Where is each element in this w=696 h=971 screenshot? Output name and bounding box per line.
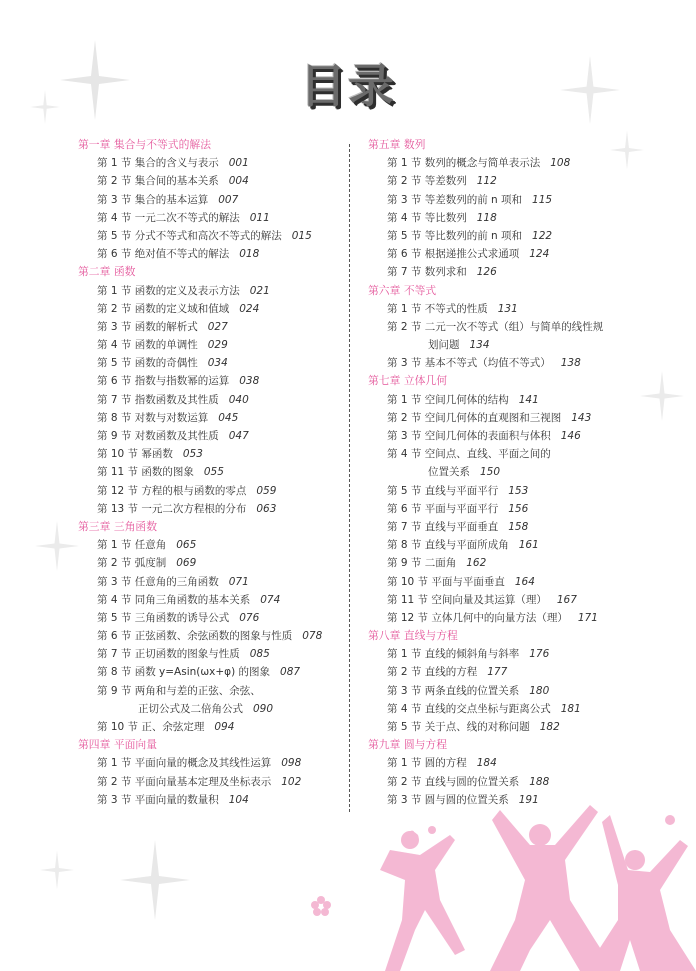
toc-entry (78, 372, 348, 390)
entry-title: 第 1 节 任意角 (97, 539, 167, 552)
page-number: 158 (508, 520, 529, 533)
sparkle-icon (35, 520, 79, 572)
page-number: 071 (228, 575, 249, 588)
page-number: 191 (518, 793, 539, 806)
page-number: 011 (249, 211, 270, 224)
toc-entry (78, 573, 348, 591)
chapter-heading (368, 372, 668, 390)
toc-entry (368, 573, 668, 591)
entry-title: 第 6 节 指数与指数幂的运算 (97, 375, 230, 388)
page-number: 001 (228, 157, 249, 170)
page-number: 015 (291, 229, 312, 242)
toc-entry (368, 645, 668, 663)
toc-entry (78, 754, 348, 772)
sparkle-icon (40, 850, 74, 890)
page-number: 161 (518, 539, 539, 552)
page-number: 085 (249, 648, 270, 661)
page-number: 124 (529, 248, 550, 261)
toc-entry (368, 663, 668, 681)
chapter-heading (78, 263, 348, 281)
entry-title: 第 5 节 关于点、线的对称问题 (387, 721, 530, 733)
page-number: 059 (256, 484, 277, 497)
entry-title: 第 2 节 函数的定义域和值域 (97, 302, 230, 315)
toc-entry (368, 172, 668, 190)
page-number: 098 (281, 757, 302, 770)
entry-title: 第 1 节 平面向量的概念及其线性运算 (97, 757, 272, 770)
entry-title: 第 7 节 指数函数及其性质 (97, 393, 219, 406)
entry-title: 第 1 节 不等式的性质 (387, 302, 488, 315)
entry-title: 第 2 节 弧度制 (97, 557, 167, 570)
page-number: 180 (529, 684, 550, 697)
toc-entry (368, 391, 668, 409)
entry-title: 第 8 节 函数 y=Asin(ωx+φ) 的图象 (97, 666, 271, 679)
page-number: 131 (497, 302, 518, 315)
toc-entry (368, 754, 668, 772)
entry-title: 第 12 节 方程的根与函数的零点 (97, 484, 247, 497)
page-number: 164 (514, 575, 535, 588)
entry-title: 第 1 节 集合的含义与表示 (97, 157, 219, 170)
toc-entry (368, 554, 668, 572)
flower-icon (310, 895, 332, 917)
entry-title: 第 4 节 一元二次不等式的解法 (97, 211, 240, 224)
flower-icon (405, 830, 419, 844)
toc-entry (78, 554, 348, 572)
toc-entry (368, 336, 668, 354)
entry-title: 第九章 圆与方程 (368, 738, 448, 752)
page-number: 188 (529, 775, 550, 788)
toc-entry (368, 427, 668, 445)
toc-entry (78, 336, 348, 354)
entry-title: 第三章 三角函数 (78, 519, 158, 533)
entry-title: 第 4 节 直线的交点坐标与距离公式 (387, 702, 551, 715)
entry-title: 第 5 节 直线与平面平行 (387, 484, 499, 497)
page-number: 078 (302, 630, 323, 643)
entry-title: 划问题 (428, 339, 460, 352)
page-number: 040 (228, 393, 249, 406)
toc-entry (368, 318, 668, 336)
entry-title: 第 3 节 两条直线的位置关系 (387, 684, 520, 697)
toc-entry (78, 627, 348, 645)
entry-title: 第 6 节 根据递推公式求通项 (387, 248, 520, 261)
entry-title: 第 2 节 平面向量基本定理及坐标表示 (97, 775, 272, 788)
jumping-people-illustration (380, 800, 696, 971)
page-number: 087 (280, 666, 301, 679)
toc-entry (368, 463, 668, 481)
chapter-heading (368, 136, 668, 154)
entry-title: 第 2 节 直线与圆的位置关系 (387, 775, 520, 788)
toc-entry (368, 191, 668, 209)
page-number: 038 (239, 375, 260, 388)
toc-entry (78, 354, 348, 372)
toc-entry (78, 682, 348, 700)
toc-entry (368, 482, 668, 500)
toc-left-column (78, 136, 348, 809)
entry-title: 第 6 节 平面与平面平行 (387, 502, 499, 515)
toc-entry (368, 227, 668, 245)
entry-title: 第 11 节 函数的图象 (97, 466, 194, 479)
chapter-heading (368, 627, 668, 645)
page-number: 162 (466, 557, 487, 570)
page-number: 069 (176, 557, 197, 570)
page-number: 024 (239, 302, 260, 315)
toc-entry (78, 536, 348, 554)
page-number: 184 (476, 757, 497, 770)
chapter-heading (368, 736, 668, 754)
toc-entry (78, 500, 348, 518)
page-number: 104 (228, 793, 249, 806)
page-number: 004 (228, 175, 249, 188)
page-number: 047 (228, 430, 249, 442)
entry-title: 第 13 节 一元二次方程根的分布 (97, 502, 247, 515)
entry-title: 第 3 节 函数的解析式 (97, 320, 198, 333)
page-number: 126 (476, 266, 497, 279)
toc-entry (368, 209, 668, 227)
entry-title: 第 5 节 等比数列的前 n 项和 (387, 229, 523, 242)
entry-title: 第 3 节 平面向量的数量积 (97, 793, 219, 806)
entry-title: 第 1 节 数列的概念与简单表示法 (387, 157, 541, 170)
toc-entry (78, 645, 348, 663)
entry-title: 第 9 节 二面角 (387, 557, 457, 570)
page-number: 029 (207, 339, 228, 352)
entry-title: 第 5 节 函数的奇偶性 (97, 357, 198, 370)
toc-entry (78, 773, 348, 791)
entry-title: 第 3 节 等差数列的前 n 项和 (387, 193, 523, 206)
entry-title: 第 9 节 对数函数及其性质 (97, 430, 219, 442)
entry-title: 第 5 节 分式不等式和高次不等式的解法 (97, 229, 282, 242)
page-number: 034 (207, 357, 228, 370)
entry-title: 第 1 节 空间几何体的结构 (387, 393, 509, 406)
entry-title: 第七章 立体几何 (368, 374, 448, 388)
entry-title: 第 3 节 空间几何体的表面积与体积 (387, 430, 551, 442)
page-number: 153 (508, 484, 529, 497)
page-number: 018 (239, 248, 260, 261)
chapter-heading (368, 282, 668, 300)
page-number: 171 (577, 611, 598, 624)
page-title: 目录 (300, 59, 396, 113)
toc-entry (78, 609, 348, 627)
toc-entry (78, 718, 348, 736)
toc-right-column (368, 136, 668, 809)
page-number: 112 (476, 175, 497, 188)
toc-entry (368, 354, 668, 372)
page-number: 065 (176, 539, 197, 552)
page-number: 076 (239, 611, 260, 624)
page-number: 146 (560, 430, 581, 442)
toc-entry (368, 409, 668, 427)
entry-title: 第 10 节 幂函数 (97, 448, 173, 461)
toc-entry (78, 282, 348, 300)
toc-entry (78, 227, 348, 245)
entry-title: 位置关系 (428, 466, 470, 479)
entry-title: 第 12 节 立体几何中的向量方法（理） (387, 611, 568, 624)
entry-title: 第 2 节 集合间的基本关系 (97, 175, 219, 188)
toc-entry (368, 773, 668, 791)
entry-title: 第 2 节 二元一次不等式（组）与简单的线性规 (387, 320, 604, 333)
toc-entry (368, 154, 668, 172)
toc-entry (78, 445, 348, 463)
toc-entry (368, 682, 668, 700)
page-number: 156 (508, 502, 529, 515)
entry-title: 第 3 节 任意角的三角函数 (97, 575, 219, 588)
entry-title: 第 2 节 等差数列 (387, 175, 467, 188)
toc-entry (368, 445, 668, 463)
entry-title: 第 11 节 空间向量及其运算（理） (387, 593, 547, 606)
entry-title: 第 1 节 直线的倾斜角与斜率 (387, 648, 520, 661)
toc-entry (78, 791, 348, 809)
entry-title: 第 6 节 绝对值不等式的解法 (97, 248, 230, 261)
entry-title: 第 4 节 空间点、直线、平面之间的 (387, 448, 551, 461)
toc-entry (78, 300, 348, 318)
sparkle-icon (120, 840, 190, 920)
toc-entry (78, 245, 348, 263)
entry-title: 第 10 节 平面与平面垂直 (387, 575, 505, 588)
toc-entry (78, 427, 348, 445)
page-number: 053 (182, 448, 203, 461)
entry-title: 第 5 节 三角函数的诱导公式 (97, 611, 230, 624)
entry-title: 第 8 节 直线与平面所成角 (387, 539, 509, 552)
entry-title: 第八章 直线与方程 (368, 629, 458, 643)
toc-entry (368, 536, 668, 554)
entry-title: 第 2 节 空间几何体的直观图和三视图 (387, 411, 562, 424)
entry-title: 第 3 节 圆与圆的位置关系 (387, 793, 509, 806)
page-number: 122 (532, 229, 553, 242)
page-number: 045 (218, 411, 239, 424)
page-number: 007 (218, 193, 239, 206)
toc-entry (78, 172, 348, 190)
toc-entry (368, 263, 668, 281)
toc-entry (368, 500, 668, 518)
entry-title: 第一章 集合与不等式的解法 (78, 138, 211, 151)
column-divider (349, 144, 350, 812)
page-number: 138 (560, 357, 581, 370)
page-number: 143 (571, 411, 592, 424)
toc-entry (368, 245, 668, 263)
page-number: 134 (469, 339, 490, 352)
page-number: 167 (556, 593, 577, 606)
page-number: 090 (253, 702, 274, 715)
page-number: 177 (487, 666, 508, 679)
toc-entry (78, 154, 348, 172)
entry-title: 第六章 不等式 (368, 283, 437, 297)
entry-title: 第 4 节 等比数列 (387, 211, 467, 224)
chapter-heading (78, 518, 348, 536)
toc-entry (368, 791, 668, 809)
page-number: 021 (249, 284, 270, 297)
entry-title: 正切公式及二倍角公式 (138, 702, 243, 715)
toc-entry (368, 591, 668, 609)
page-number: 027 (207, 320, 228, 333)
entry-title: 第 8 节 对数与对数运算 (97, 411, 209, 424)
entry-title: 第 7 节 直线与平面垂直 (387, 520, 499, 533)
entry-title: 第 6 节 正弦函数、余弦函数的图象与性质 (97, 630, 293, 643)
toc-entry (78, 591, 348, 609)
page-number: 055 (203, 466, 224, 479)
entry-title: 第 4 节 函数的单调性 (97, 339, 198, 352)
page-number: 063 (256, 502, 277, 515)
entry-title: 第 4 节 同角三角函数的基本关系 (97, 593, 251, 606)
entry-title: 第 1 节 圆的方程 (387, 757, 467, 770)
toc-entry (78, 482, 348, 500)
page-number: 094 (214, 721, 235, 733)
toc-entry (368, 300, 668, 318)
toc-entry (78, 663, 348, 681)
page-number: 074 (260, 593, 281, 606)
chapter-heading (78, 736, 348, 754)
toc-entry (368, 609, 668, 627)
toc-entry (78, 409, 348, 427)
entry-title: 第四章 平面向量 (78, 738, 158, 752)
page-number: 150 (480, 466, 501, 479)
entry-title: 第 3 节 基本不等式（均值不等式） (387, 357, 551, 370)
page-number: 141 (518, 393, 539, 406)
entry-title: 第 3 节 集合的基本运算 (97, 193, 209, 206)
entry-title: 第五章 数列 (368, 138, 426, 151)
entry-title: 第 10 节 正、余弦定理 (97, 721, 205, 733)
entry-title: 第 7 节 正切函数的图象与性质 (97, 648, 240, 661)
page-number: 181 (560, 702, 581, 715)
entry-title: 第 2 节 直线的方程 (387, 666, 478, 679)
page-number: 115 (532, 193, 553, 206)
toc-entry (368, 700, 668, 718)
page-number: 182 (539, 721, 560, 733)
page-number: 102 (281, 775, 302, 788)
toc-entry (78, 191, 348, 209)
entry-title: 第 1 节 函数的定义及表示方法 (97, 284, 240, 297)
toc-entry (78, 209, 348, 227)
page-number: 176 (529, 648, 550, 661)
entry-title: 第 9 节 两角和与差的正弦、余弦、 (97, 684, 261, 697)
chapter-heading (78, 136, 348, 154)
toc-entry (368, 518, 668, 536)
page-number: 118 (476, 211, 497, 224)
page-number: 108 (550, 157, 571, 170)
toc-entry (78, 318, 348, 336)
entry-title: 第 7 节 数列求和 (387, 266, 467, 279)
toc-entry (368, 718, 668, 736)
toc-entry (78, 463, 348, 481)
toc-entry (78, 391, 348, 409)
toc-entry (78, 700, 348, 718)
entry-title: 第二章 函数 (78, 265, 136, 279)
